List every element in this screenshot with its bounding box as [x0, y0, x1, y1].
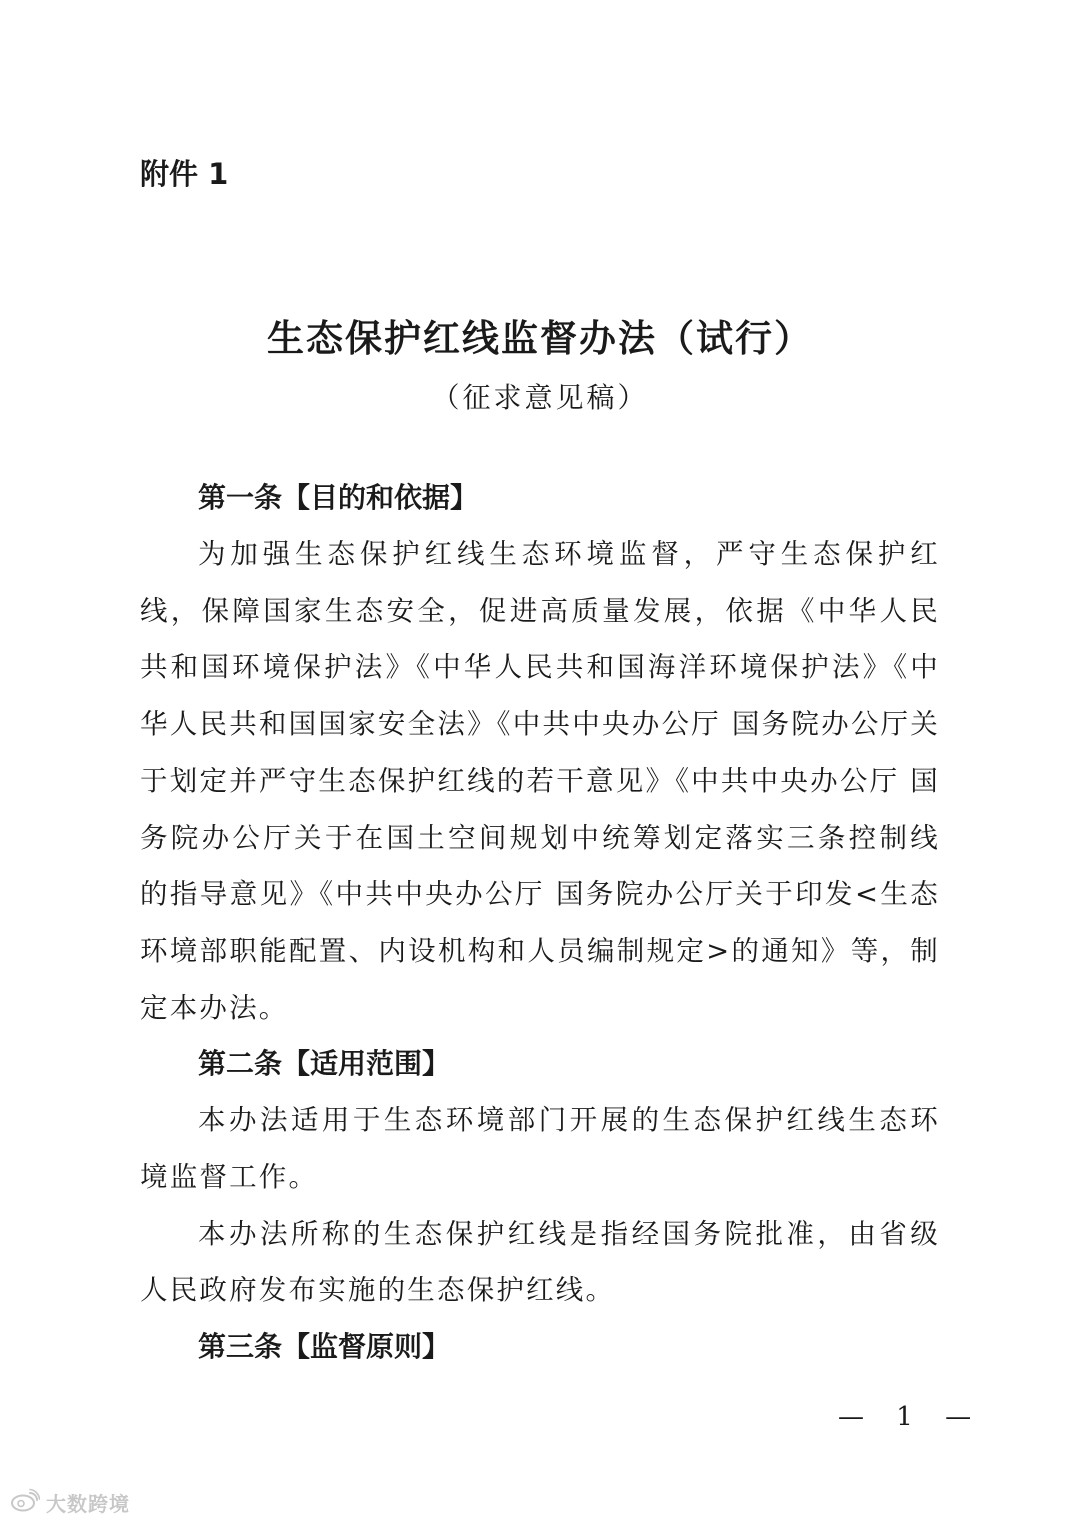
article-3-heading: 第三条【监督原则】: [198, 1330, 451, 1364]
watermark-text: 大数跨境: [46, 1492, 130, 1516]
article-2-paragraph-2: 本办法所称的生态保护红线是指经国务院批准，由省级人民政府发布实施的生态保护红线。: [140, 1217, 940, 1307]
article-1-heading: 第一条【目的和依据】: [198, 481, 479, 514]
article-1-paragraph-1: 为加强生态保护红线生态环境监督，严守生态保护红线，保障国家生态安全，促进高质量发展，依据《中华人民共和国环境保护法》《中华人民共和国海洋环境保护法》《中华人民共和国国家安全法》《中共中央办公厅 国务院办公厅关于划定并严守生态保护红线的若干意见》《中共中央办公厅 国务院办公厅关于在国土空间规划中统筹划定落实三条控制线的指导意见》《中共中央办公厅 国务院办公厅关于印发<生态环境部职能配置、内设机构和人员编制规定>的通知》等，制定本办法。: [140, 538, 940, 1024]
document-title: 生态保护红线监督办法（试行）: [267, 317, 813, 360]
page-number: — 1 —: [838, 1402, 984, 1432]
weibo-logo-icon: [10, 1488, 40, 1517]
article-2-paragraph-1: 本办法适用于生态环境部门开展的生态保护红线生态环境监督工作。: [140, 1104, 940, 1194]
article-2-heading: 第二条【适用范围】: [198, 1047, 451, 1081]
document-subtitle: （征求意见稿）: [431, 381, 649, 414]
watermark: [10, 1488, 130, 1517]
document-body: [140, 470, 940, 1375]
attachment-label: 附件 1: [140, 157, 229, 191]
